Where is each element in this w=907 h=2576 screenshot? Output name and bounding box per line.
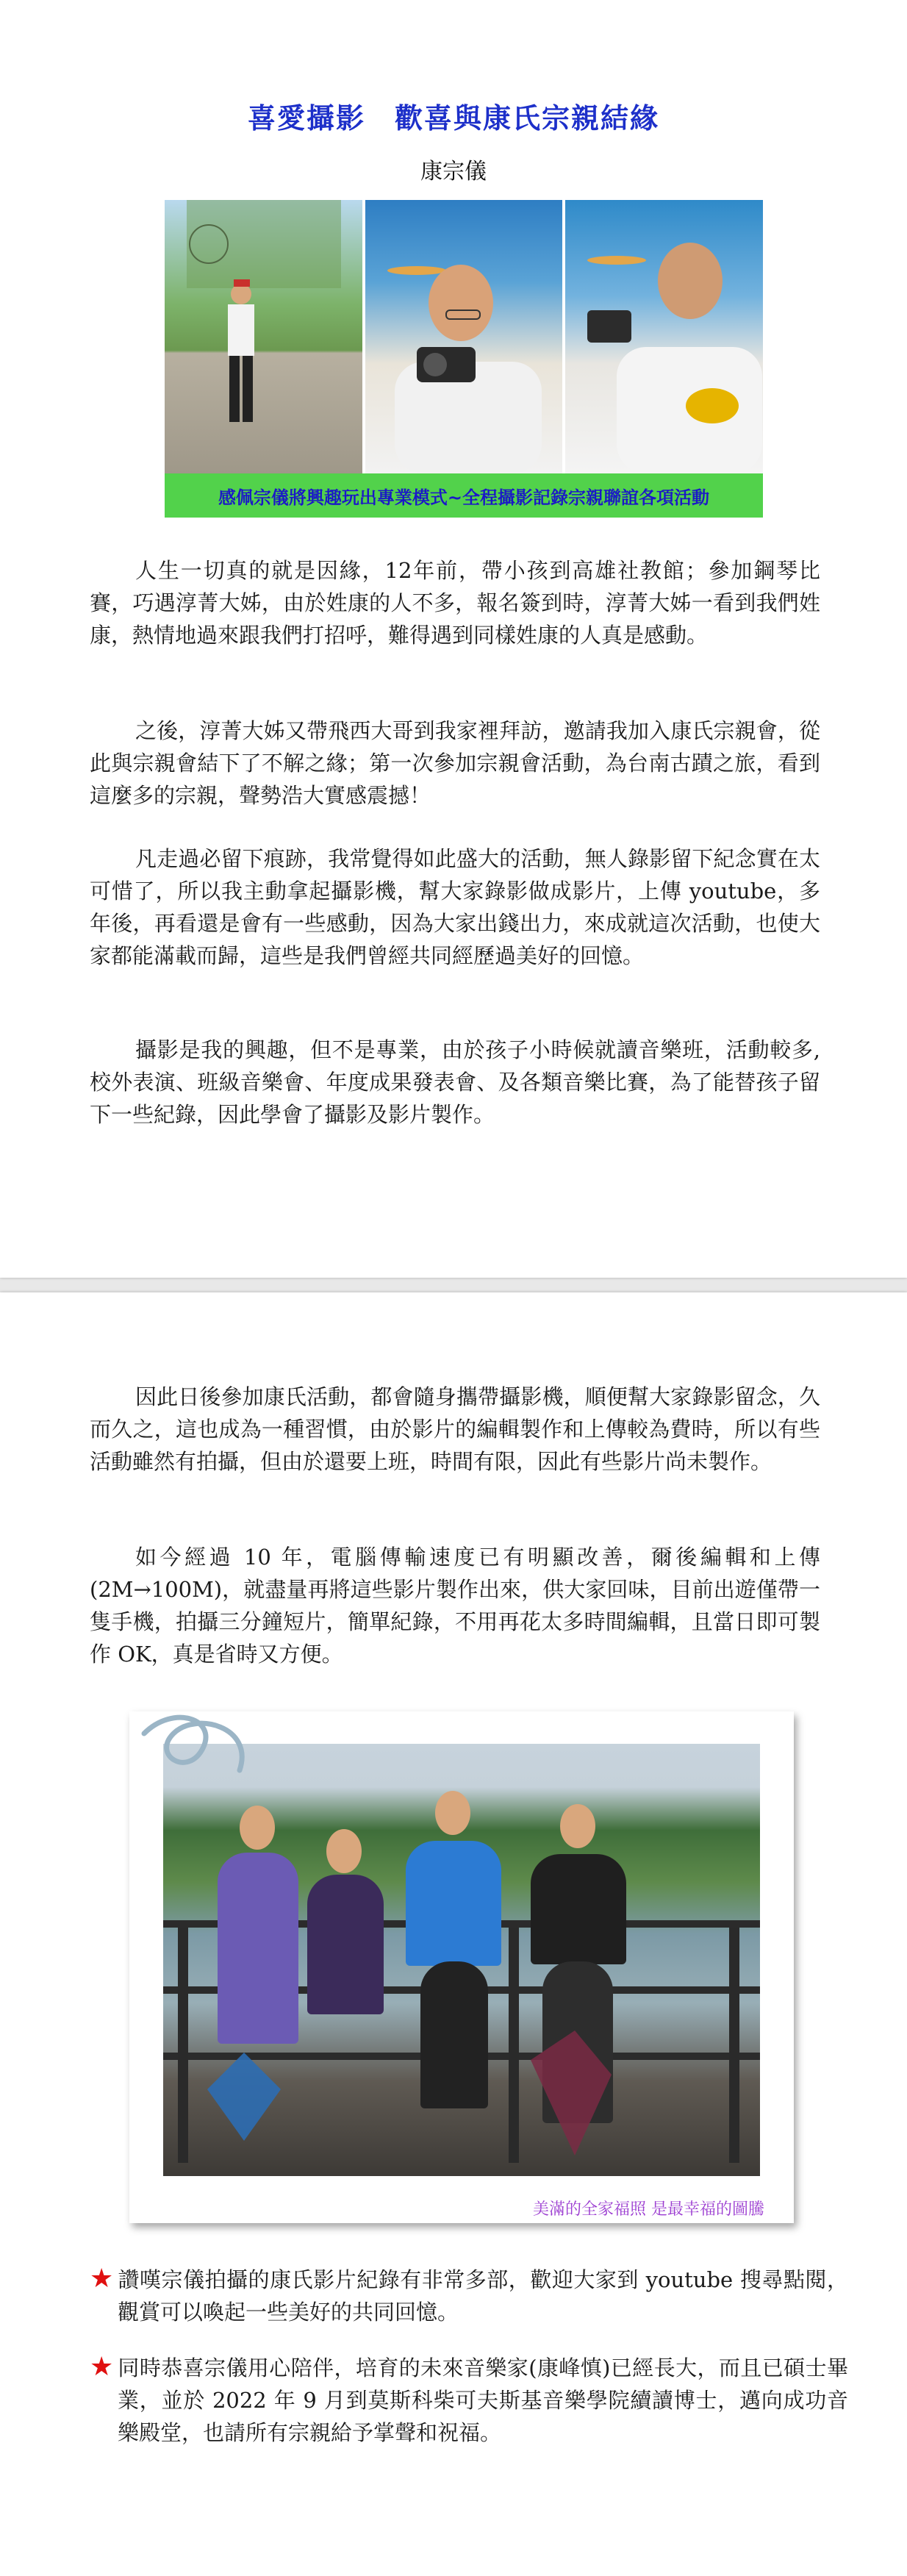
bullet-item-2 xyxy=(90,2351,848,2449)
family-photo-frame xyxy=(129,1711,794,2223)
star-icon: ★ xyxy=(90,2264,114,2294)
photo-strip xyxy=(165,200,763,473)
photographer-figure xyxy=(165,200,341,473)
star-icon: ★ xyxy=(90,2352,114,2382)
photo-strip-caption: 感佩宗儀將興趣玩出專業模式~全程攝影記錄宗親聯誼各項活動 xyxy=(165,473,763,518)
paragraph-3: 凡走過必留下痕跡，我常覺得如此盛大的活動，無人錄影留下紀念實在太可惜了，所以我主動拿起攝影機，幫大家錄影做成影片，上傳 youtube，多年後，再看還是會有一些感動，因為大家出錢出力，來成就這次活動，也使大家都能滿載而歸，這些是我們曾經共同經歷過美好的回憶。 xyxy=(90,846,820,968)
page-1 xyxy=(0,0,907,1278)
paragraph-5: 因此日後參加康氏活動，都會隨身攜帶攝影機，順便幫大家錄影留念，久而久之，這也成為一種習慣，由於影片的編輯製作和上傳較為費時，所以有些活動雖然有拍攝，但由於還要上班，時間有限，因此有些影片尚未製作。 xyxy=(90,1384,820,1474)
family-photo xyxy=(163,1744,760,2176)
photo-photographer-standing xyxy=(165,200,362,473)
paragraph-4: 攝影是我的興趣，但不是專業，由於孩子小時候就讀音樂班，活動較多,校外表演、班級音樂會、年度成果發表會、及各類音樂比賽，為了能替孩子留下一些紀錄，因此學會了攝影及影片製作。 xyxy=(90,1037,820,1127)
umbrellas xyxy=(163,1744,760,2176)
paragraph-2: 之後，淳菁大姊又帶飛西大哥到我家裡拜訪，邀請我加入康氏宗親會，從此與宗親會結下了不解之緣；第一次參加宗親會活動，為台南古蹟之旅，看到這麼多的宗親，聲勢浩大實感震撼！ xyxy=(90,718,820,808)
bullet-text-1: 讚嘆宗儀拍攝的康氏影片紀錄有非常多部，歡迎大家到 youtube 搜尋點閱，觀賞可以喚起一些美好的共同回憶。 xyxy=(118,2267,848,2325)
paragraph-1: 人生一切真的就是因緣，12年前，帶小孩到高雄社教館；參加鋼琴比賽，巧遇淳菁大姊，由於姓康的人不多，報名簽到時，淳菁大姊一看到我們姓康，熱情地過來跟我們打招呼，難得遇到同樣姓康的人真是感動。 xyxy=(90,558,820,648)
bullet-item-1 xyxy=(90,2263,848,2328)
photo-man-with-camera xyxy=(365,200,563,473)
paperclip-heart-decoration xyxy=(129,1711,276,1800)
author-name: 康宗儀 xyxy=(420,159,487,185)
article-title: 喜愛攝影 歡喜與康氏宗親結緣 xyxy=(247,101,659,135)
man-filming-figure xyxy=(565,200,762,473)
photo-man-filming xyxy=(565,200,763,473)
bullet-text-2: 同時恭喜宗儀用心陪伴，培育的未來音樂家(康峰慎)已經長大，而且已碩士畢業，並於 2022 年 9 月到莫斯科柴可夫斯基音樂學院續讀博士，邁向成功音樂殿堂，也請所有宗親給予掌聲和祝福。 xyxy=(118,2355,848,2445)
man-with-camera-figure xyxy=(365,200,562,473)
family-photo-caption: 美滿的全家福照 是最幸福的圖騰 xyxy=(533,2200,764,2219)
paragraph-6: 如今經過 10 年，電腦傳輸速度已有明顯改善，爾後編輯和上傳(2M→100M)，就盡量再將這些影片製作出來，供大家回味，目前出遊僅帶一隻手機，拍攝三分鐘短片，簡單紀錄，不用再花太多時間編輯，且當日即可製作 OK，真是省時又方便。 xyxy=(90,1545,820,1667)
